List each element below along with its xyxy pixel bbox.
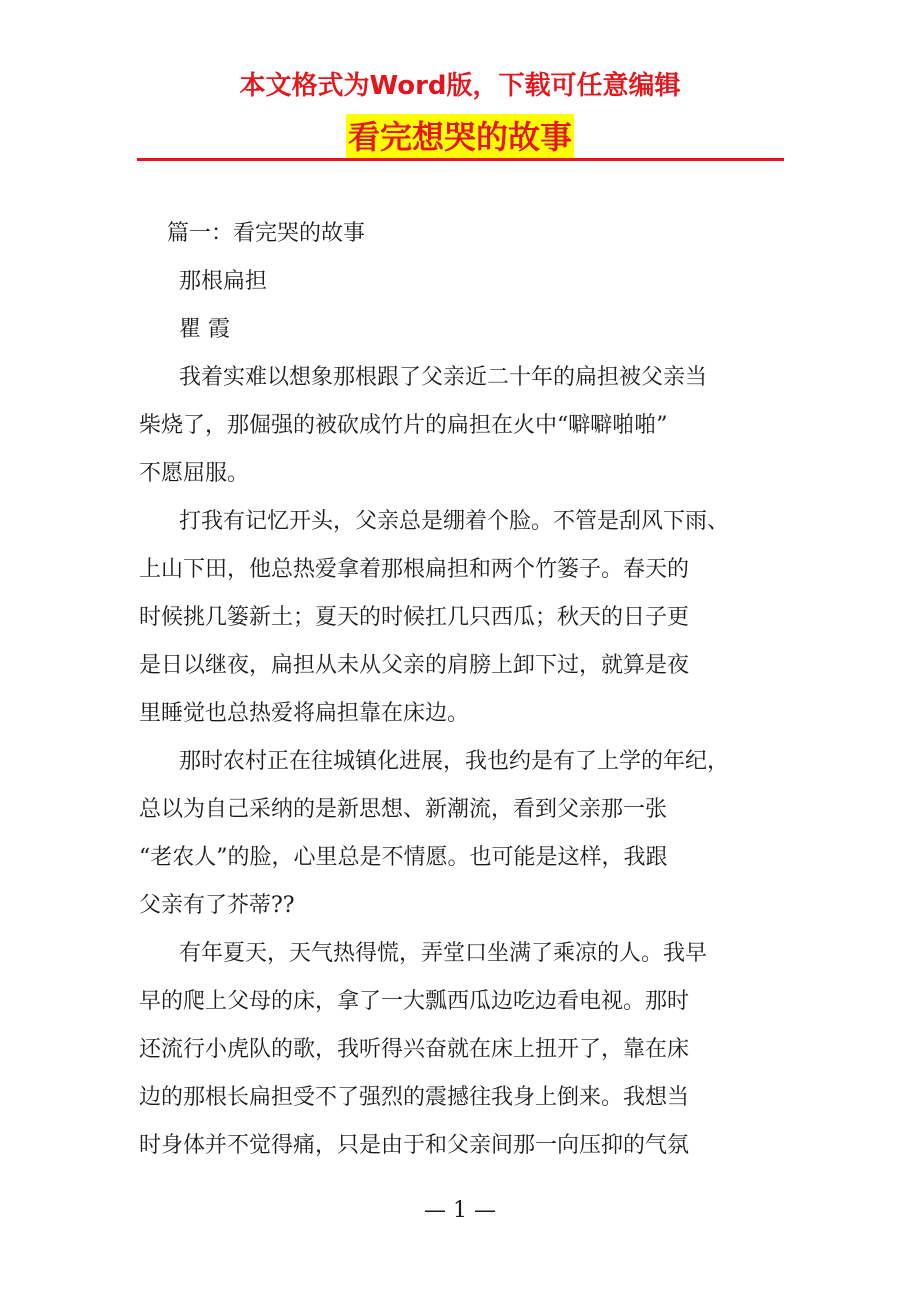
paragraph-line: 不愿屈服。 (139, 461, 250, 486)
document-body (139, 210, 799, 1170)
document-title: 看完想哭的故事 (346, 114, 574, 160)
paragraph-line: “老农人”的脸，心里总是不情愿。也可能是这样，我跟 (139, 845, 668, 870)
download-banner: 本文格式为Word版，下载可任意编辑 (239, 71, 681, 101)
paragraph-line: 还流行小虎队的歌，我听得兴奋就在床上扭开了，靠在床 (139, 1037, 690, 1062)
paragraph-line: 总以为自己采纳的是新思想、新潮流，看到父亲那一张 (139, 797, 668, 822)
paragraph-line: 有年夏天，天气热得慌，弄堂口坐满了乘凉的人。我早 (179, 941, 708, 966)
author-name: 瞿 霞 (179, 317, 230, 342)
paragraph-line: 时候挑几篓新土；夏天的时候扛几只西瓜；秋天的日子更 (139, 605, 690, 630)
paragraph-line: 柴烧了，那倔强的被砍成竹片的扁担在火中“噼噼啪啪” (139, 413, 668, 438)
paragraph-line: 我着实难以想象那根跟了父亲近二十年的扁担被父亲当 (179, 365, 708, 390)
paragraph-line: 边的那根长扁担受不了强烈的震撼往我身上倒来。我想当 (139, 1085, 690, 1110)
section-heading: 篇一：看完哭的故事 (167, 221, 366, 246)
paragraph-line: 那时农村正在往城镇化进展，我也约是有了上学的年纪， (179, 749, 730, 774)
paragraph-line: 父亲有了芥蒂?? (139, 893, 295, 918)
title-divider (137, 158, 784, 161)
paragraph-line: 打我有记忆开头，父亲总是绷着个脸。不管是刮风下雨、 (179, 509, 730, 534)
story-title: 那根扁担 (179, 269, 268, 294)
paragraph-line: 时身体并不觉得痛，只是由于和父亲间那一向压抑的气氛 (139, 1133, 690, 1158)
page-number: — 1 — (424, 1198, 496, 1223)
paragraph-line: 是日以继夜，扁担从未从父亲的肩膀上卸下过，就算是夜 (139, 653, 690, 678)
title-container (0, 114, 920, 160)
paragraph-line: 上山下田，他总热爱拿着那根扁担和两个竹篓子。春天的 (139, 557, 690, 582)
paragraph-line: 早的爬上父母的床，拿了一大瓢西瓜边吃边看电视。那时 (139, 989, 690, 1014)
paragraph-line: 里睡觉也总热爱将扁担靠在床边。 (139, 701, 470, 726)
